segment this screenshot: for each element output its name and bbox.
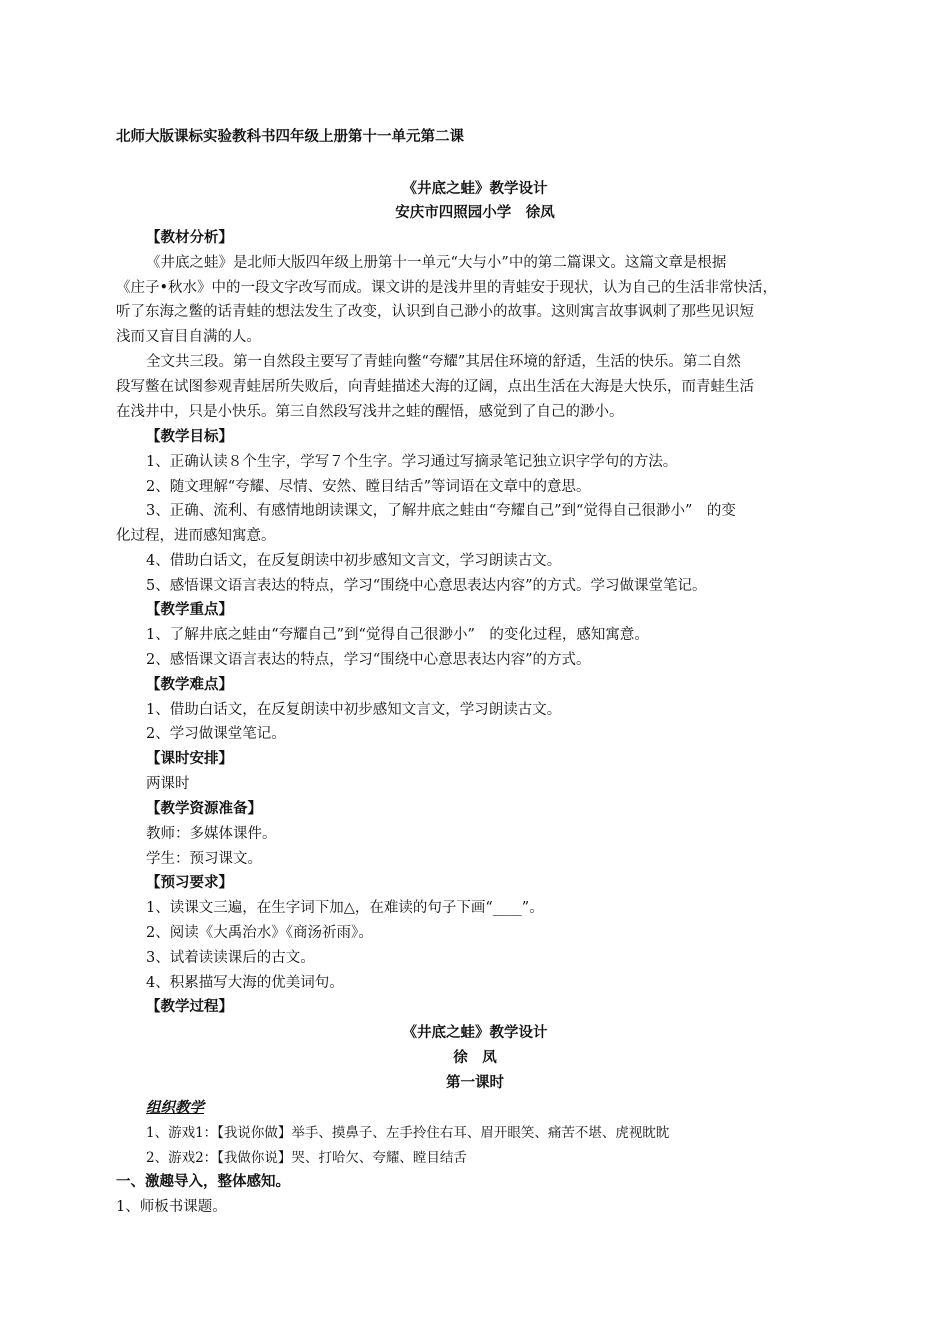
preview-item: 3、试着读读课后的古文。: [146, 950, 315, 966]
goals-heading: 【教学目标】: [146, 428, 233, 445]
resource-item: 教师：多媒体课件。: [146, 826, 277, 842]
game-item: 2、游戏2：【我做你说】哭、打哈欠、夸耀、瞠目结舌: [146, 1150, 467, 1166]
step1-item: 1、师板书课题。: [116, 1199, 227, 1215]
goal-item-continued: 化过程，进而感知寓意。: [116, 528, 276, 544]
course-line: 北师大版课标实验教科书四年级上册第十一单元第二课: [116, 128, 464, 145]
analysis-p1-line: 《井底之蛙》是北师大版四年级上册第十一单元“大与小”中的第二篇课文。这篇文章是根据: [146, 255, 727, 271]
analysis-heading: 【教材分析】: [146, 229, 233, 246]
author-line: 安庆市四照园小学 徐凤: [395, 204, 555, 221]
preview-item: 4、积累描写大海的优美词句。: [146, 975, 344, 991]
analysis-p2-line: 在浅井中，只是小快乐。第三自然段写浅井之蛙的醒悟，感觉到了自己的渺小。: [116, 404, 624, 420]
key-heading: 【教学重点】: [146, 601, 233, 618]
analysis-p2-line: 全文共三段。第一自然段主要写了青蛙向鳖“夸耀”其居住环境的舒适，生活的快乐。第二自然: [146, 354, 741, 370]
hours-value: 两课时: [146, 776, 190, 792]
preview-item: 2、阅读《大禹治水》《商汤祈雨》。: [146, 925, 373, 941]
process-author: 徐 凤: [453, 1049, 497, 1066]
difficulty-item: 1、借助白话文，在反复朗读中初步感知文言文，学习朗读古文。: [146, 702, 562, 718]
key-item: 1、了解井底之蛙由“夸耀自己”到“觉得自己很渺小” 的变化过程，感知寓意。: [146, 627, 649, 643]
key-item: 2、感悟课文语言表达的特点，学习“围绕中心意思表达内容”的方式。: [146, 652, 591, 668]
analysis-p1-line: 听了东海之鳖的话青蛙的想法发生了改变，认识到自己渺小的故事。这则寓言故事讽刺了那些见识短: [116, 304, 754, 320]
goal-item: 1、正确认读８个生字，学写７个生字。学习通过写摘录笔记独立识字学句的方法。: [146, 454, 678, 470]
process-heading: 【教学过程】: [146, 998, 233, 1015]
game-item: 1、游戏1：【我说你做】举手、摸鼻子、左手拎住右耳、眉开眼笑、痛苦不堪、虎视眈眈: [146, 1125, 670, 1141]
step1-heading: 一、激趣导入，整体感知。: [116, 1173, 290, 1190]
lesson-label: 第一课时: [446, 1074, 504, 1091]
goal-item: 2、随文理解“夸耀、尽情、安然、瞠目结舌”等词语在文章中的意思。: [146, 479, 591, 495]
goal-item: 3、正确、流利、有感情地朗读课文，了解井底之蛙由“夸耀自己”到“觉得自己很渺小” 的变: [146, 503, 736, 519]
analysis-p1-line: 浅而又盲目自满的人。: [116, 329, 261, 345]
hours-heading: 【课时安排】: [146, 750, 233, 767]
document-title: 《井底之蛙》教学设计: [402, 180, 548, 197]
analysis-p1-line: 《庄子•秋水》中的一段文字改写而成。课文讲的是浅井里的青蛙安于现状，认为自己的生活非常快活，: [116, 280, 778, 296]
difficulty-heading: 【教学难点】: [146, 676, 233, 693]
preview-item: 1、读课文三遍，在生字词下加△，在难读的句子下画“____”。: [146, 900, 544, 916]
goal-item: 5、感悟课文语言表达的特点，学习“围绕中心意思表达内容”的方式。学习做课堂笔记。: [146, 578, 707, 594]
difficulty-item: 2、学习做课堂笔记。: [146, 726, 286, 742]
goal-item: 4、借助白话文，在反复朗读中初步感知文言文，学习朗读古文。: [146, 553, 562, 569]
organize-heading: 组织教学: [146, 1099, 204, 1116]
resources-heading: 【教学资源准备】: [146, 800, 262, 817]
analysis-p2-line: 段写鳖在试图参观青蛙居所失败后，向青蛙描述大海的辽阔，点出生活在大海是大快乐，而青蛙生活: [116, 379, 754, 395]
process-title: 《井底之蛙》教学设计: [402, 1024, 548, 1041]
resource-item: 学生：预习课文。: [146, 851, 262, 867]
preview-heading: 【预习要求】: [146, 874, 233, 891]
